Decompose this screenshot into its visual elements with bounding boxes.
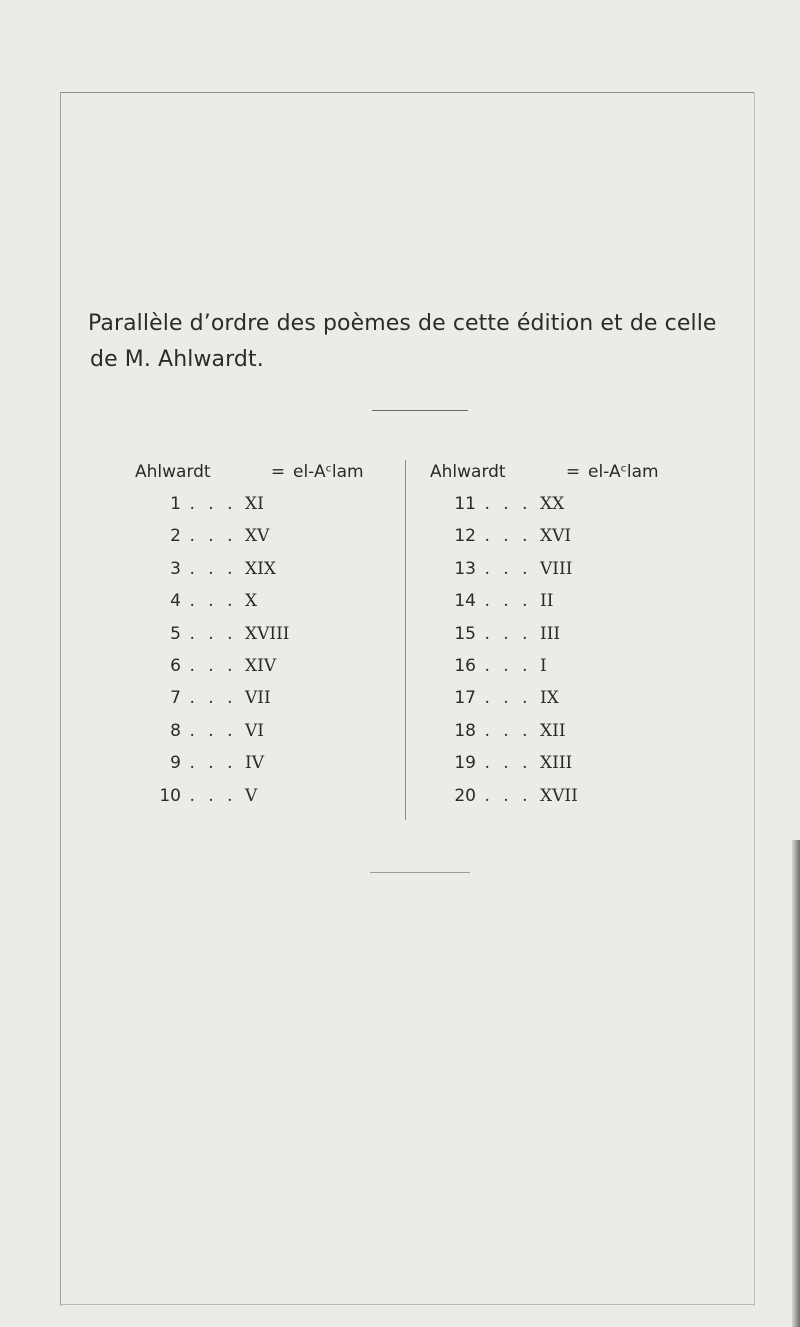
ahlwardt-number: 7 (170, 688, 181, 709)
leader-dots: . . . (189, 753, 237, 774)
leader-dots: . . . (189, 526, 237, 547)
header-equals: = (565, 462, 581, 482)
page-edge-bottom (60, 1304, 754, 1305)
ahlwardt-number: 20 (454, 785, 476, 806)
ahlwardt-number: 13 (454, 558, 476, 579)
leader-dots: . . . (189, 623, 237, 644)
el-aclam-roman: II (540, 591, 554, 612)
page-edge-left (60, 92, 61, 1306)
header-el-aclam: el-Aᶜlam (293, 462, 364, 482)
el-aclam-roman: XIX (245, 558, 276, 579)
el-aclam-roman: X (245, 591, 258, 612)
concordance-table-left (135, 456, 403, 812)
ahlwardt-number: 5 (170, 623, 181, 644)
ahlwardt-number: 2 (170, 526, 181, 547)
el-aclam-roman: XV (245, 526, 270, 547)
table-row (430, 520, 698, 552)
el-aclam-roman: V (245, 785, 258, 806)
header-ahlwardt: Ahlwardt (430, 462, 506, 482)
table-header (430, 456, 698, 488)
table-row (430, 780, 698, 812)
table-row (135, 488, 403, 520)
page-edge-top (60, 92, 754, 93)
binding-shadow (792, 840, 800, 1327)
page-edge-right (754, 92, 755, 1306)
table-row (430, 747, 698, 779)
el-aclam-roman: XIII (540, 753, 573, 774)
ahlwardt-number: 8 (170, 720, 181, 741)
el-aclam-roman: I (540, 655, 547, 676)
leader-dots: . . . (484, 688, 532, 709)
leader-dots: . . . (484, 591, 532, 612)
leader-dots: . . . (189, 688, 237, 709)
ahlwardt-number: 14 (454, 591, 476, 612)
leader-dots: . . . (189, 785, 237, 806)
el-aclam-roman: XX (540, 494, 565, 514)
el-aclam-roman: XVI (540, 526, 572, 547)
title-line-1: Parallèle d’ordre des poèmes de cette édition et de celle (88, 311, 717, 336)
leader-dots: . . . (189, 720, 237, 741)
column-divider (405, 460, 406, 820)
el-aclam-roman: IV (245, 753, 264, 774)
ahlwardt-number: 1 (170, 494, 181, 514)
ahlwardt-number: 6 (170, 655, 181, 676)
table-row (430, 715, 698, 747)
table-row (135, 585, 403, 617)
leader-dots: . . . (484, 720, 532, 741)
table-row (135, 553, 403, 585)
ahlwardt-number: 18 (454, 720, 476, 741)
el-aclam-roman: VI (245, 720, 264, 741)
table-row (135, 747, 403, 779)
ahlwardt-number: 3 (170, 558, 181, 579)
table-row (135, 682, 403, 714)
leader-dots: . . . (484, 623, 532, 644)
leader-dots: . . . (484, 785, 532, 806)
ahlwardt-number: 10 (159, 785, 181, 806)
leader-dots: . . . (189, 494, 237, 514)
ahlwardt-number: 15 (454, 623, 476, 644)
ahlwardt-number: 17 (454, 688, 476, 709)
leader-dots: . . . (484, 526, 532, 547)
el-aclam-roman: XVIII (245, 623, 290, 644)
header-el-aclam: el-Aᶜlam (588, 462, 659, 482)
leader-dots: . . . (484, 494, 532, 514)
table-row (135, 650, 403, 682)
el-aclam-roman: IX (540, 688, 559, 709)
leader-dots: . . . (484, 753, 532, 774)
table-row (430, 618, 698, 650)
title-separator-rule (372, 410, 468, 411)
el-aclam-roman: XVII (540, 785, 578, 806)
el-aclam-roman: XII (540, 720, 566, 741)
table-row (135, 520, 403, 552)
left-rows (135, 488, 403, 812)
ahlwardt-number: 19 (454, 753, 476, 774)
table-header (135, 456, 403, 488)
el-aclam-roman: VII (245, 688, 271, 709)
table-row (430, 553, 698, 585)
table-row (135, 780, 403, 812)
el-aclam-roman: XIV (245, 655, 277, 676)
title-line-2: de M. Ahlwardt. (90, 347, 264, 372)
leader-dots: . . . (189, 558, 237, 579)
ahlwardt-number: 11 (454, 494, 476, 514)
table-row (430, 585, 698, 617)
el-aclam-roman: XI (245, 494, 264, 514)
leader-dots: . . . (189, 591, 237, 612)
closing-rule (370, 872, 470, 873)
table-row (135, 715, 403, 747)
table-row (135, 618, 403, 650)
page-title (88, 306, 748, 378)
table-row (430, 488, 698, 520)
table-row (430, 682, 698, 714)
leader-dots: . . . (484, 558, 532, 579)
leader-dots: . . . (189, 655, 237, 676)
ahlwardt-number: 16 (454, 655, 476, 676)
ahlwardt-number: 12 (454, 526, 476, 547)
el-aclam-roman: III (540, 623, 561, 644)
concordance-table-right (430, 456, 698, 812)
el-aclam-roman: VIII (540, 558, 573, 579)
right-rows (430, 488, 698, 812)
table-row (430, 650, 698, 682)
ahlwardt-number: 4 (170, 591, 181, 612)
leader-dots: . . . (484, 655, 532, 676)
ahlwardt-number: 9 (170, 753, 181, 774)
header-equals: = (270, 462, 286, 482)
header-ahlwardt: Ahlwardt (135, 462, 211, 482)
